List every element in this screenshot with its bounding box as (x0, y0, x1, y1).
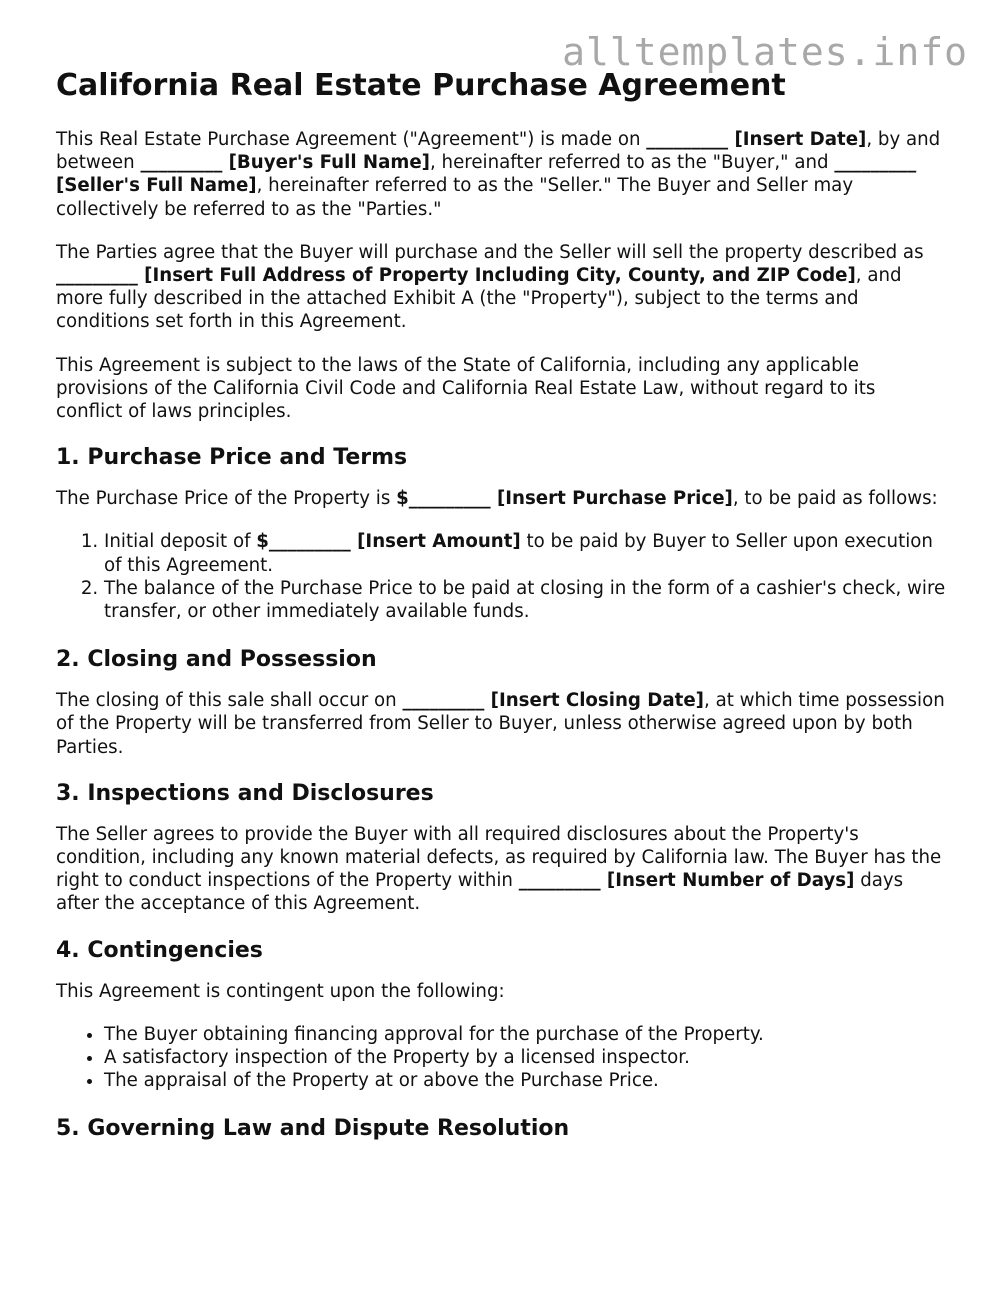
list-item: 2. The balance of the Purchase Price to be paid at closing in the form of a cashier's check, wire transfer, or other immediately available funds. (104, 577, 946, 623)
section-heading-contingencies: 4. Contingencies (56, 937, 263, 963)
watermark: alltemplates.info (562, 30, 968, 74)
document-body (56, 66, 946, 1158)
closing-paragraph: The closing of this sale shall occur on _________ [Insert Closing Date], at which time possession of the Property will be transferred from Seller to Buyer, unless otherwise agreed upon by both Parties. (56, 690, 945, 758)
inspections-paragraph: The Seller agrees to provide the Buyer with all required disclosures about the Property's condition, including any known material defects, as required by California law. The Buyer has the right to conduct inspections of the Property within _________ [Insert Number of Days] days after the acceptance of this Agreement. (56, 823, 942, 915)
payment-terms-list (56, 530, 946, 623)
list-item: 1. Initial deposit of $_________ [Insert Amount] to be paid by Buyer to Seller upon execution of this Agreement. (104, 530, 946, 576)
list-item: • The Buyer obtaining financing approval for the purchase of the Property. (104, 1023, 946, 1046)
section-heading-purchase-price: 1. Purchase Price and Terms (56, 445, 408, 471)
section-heading-closing: 2. Closing and Possession (56, 647, 377, 673)
list-item: • A satisfactory inspection of the Property by a licensed inspector. (104, 1046, 946, 1069)
section-heading-governing-law: 5. Governing Law and Dispute Resolution (56, 1116, 570, 1142)
purchase-price-paragraph: The Purchase Price of the Property is $_________ [Insert Purchase Price], to be paid as follows: (56, 488, 938, 510)
contingencies-list (56, 1023, 946, 1093)
contingencies-intro: This Agreement is contingent upon the following: (56, 980, 505, 1002)
list-item: • The appraisal of the Property at or above the Purchase Price. (104, 1069, 946, 1092)
section-heading-inspections: 3. Inspections and Disclosures (56, 780, 434, 806)
page-title: California Real Estate Purchase Agreement (56, 68, 786, 103)
intro-paragraph-property: The Parties agree that the Buyer will purchase and the Seller will sell the property described as _________ [Insert Full Address of Property Including City, County, and ZIP Code], and more fully described in the attached Exhibit A (the "Property"), subject to the terms and conditions set forth in this Agreement. (56, 241, 924, 333)
intro-paragraph-parties: This Real Estate Purchase Agreement ("Agreement") is made on _________ [Insert Date], by and between _________ [Buyer's Full Name], hereinafter referred to as the "Buyer," and _________ [Seller's Full Name], hereinafter referred to as the "Seller." The Buyer and Seller may collectively be referred to as the "Parties." (56, 129, 941, 220)
intro-paragraph-law: This Agreement is subject to the laws of the State of California, including any applicable provisions of the California Civil Code and California Real Estate Law, without regard to its conflict of laws principles. (56, 354, 876, 423)
